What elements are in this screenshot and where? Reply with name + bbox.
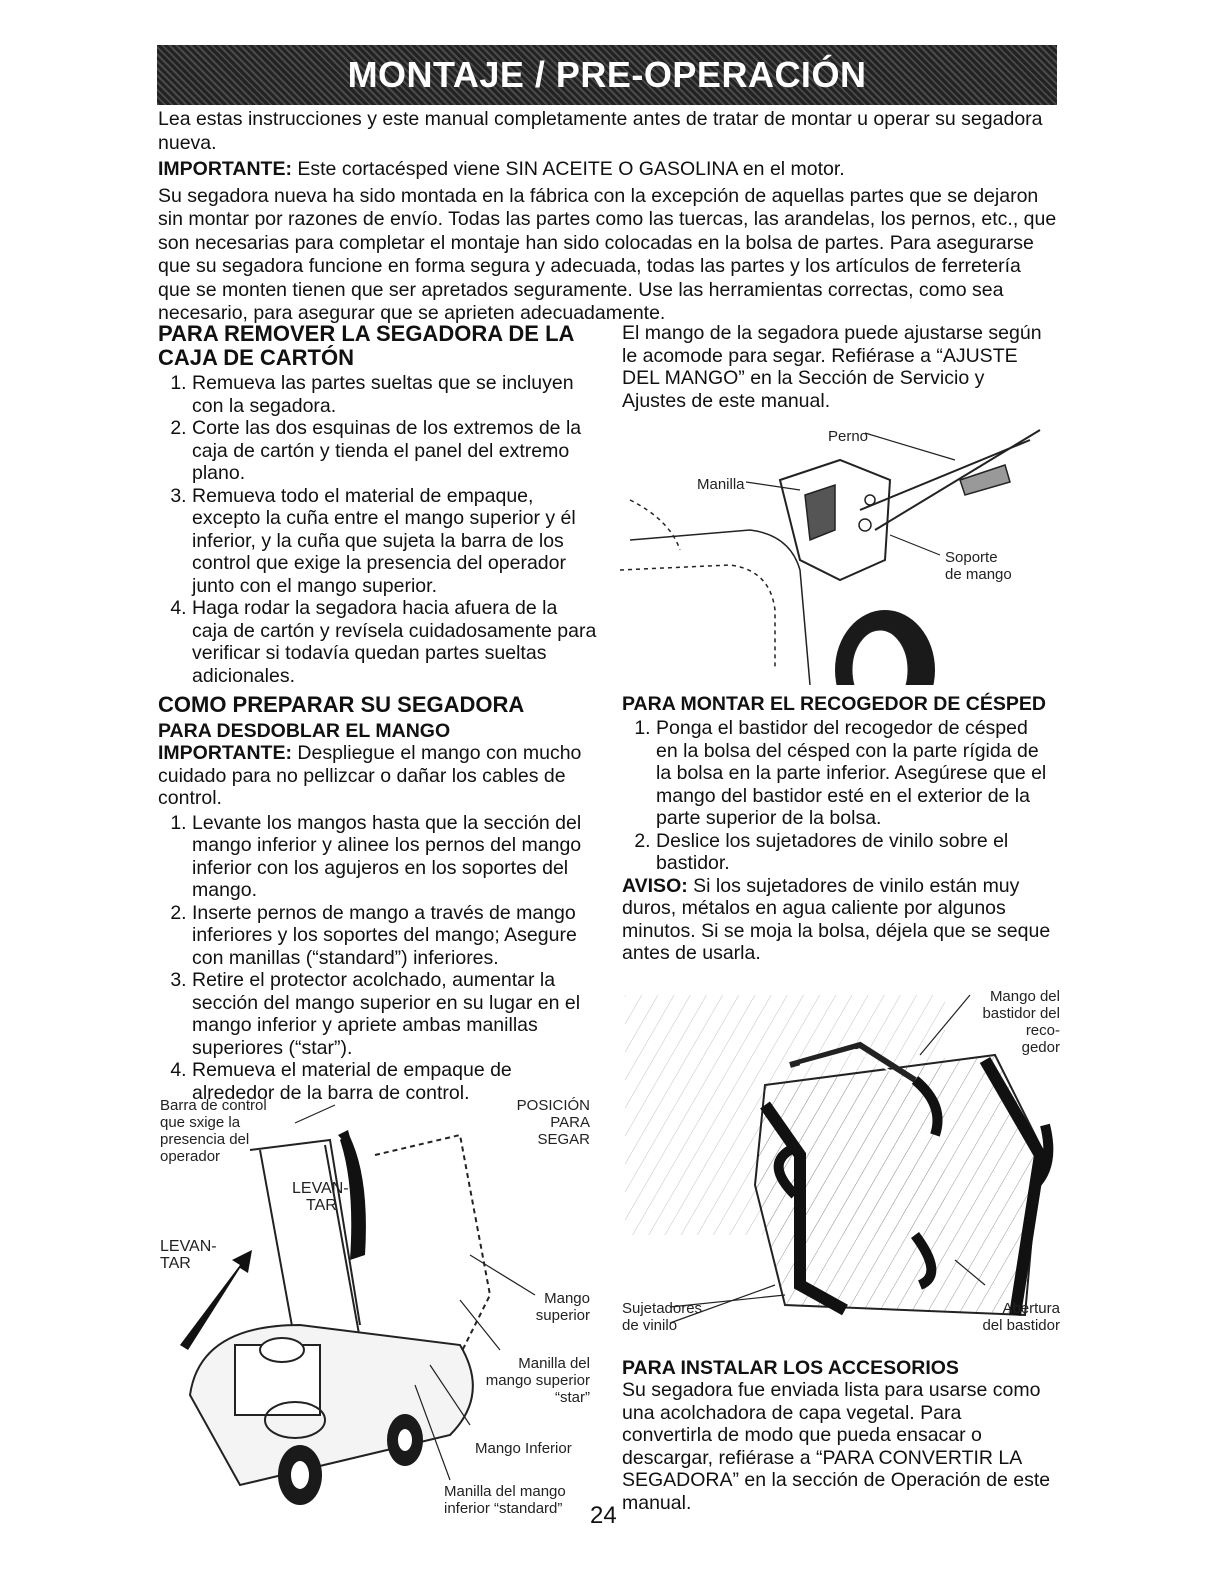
left-column	[158, 322, 598, 1104]
remove-section-title: PARA REMOVER LA SEGADORA DE LA CAJA DE CARTÓN	[158, 321, 574, 370]
unfold-important-note	[158, 742, 598, 810]
unfold-steps-list	[158, 812, 598, 1105]
label-line: Mango	[544, 1290, 590, 1307]
label-line: LEVAN-	[292, 1180, 349, 1197]
important-text: Este cortacésped viene SIN ACEITE O GASOLINA en el motor.	[291, 158, 845, 180]
intro-section	[158, 108, 1058, 329]
perno-label: Perno	[828, 428, 869, 445]
list-item: 2. Corte las dos esquinas de los extremos de la caja de cartón y tienda el panel del extremo plano.	[192, 417, 598, 485]
abertura-label	[940, 1300, 1060, 1334]
list-item: 4. Haga rodar la segadora hacia afuera de la caja de cartón y revísela cuidadosamente para verificar si todavía quedan partes sueltas adicionales.	[192, 597, 598, 687]
list-item: 1. Levante los mangos hasta que la sección del mango inferior y alinee los pernos del mango inferior con los agujeros en los soportes del mango.	[192, 812, 598, 902]
sujetadores-label	[622, 1300, 702, 1334]
list-item: 1. Remueva las partes sueltas que se incluyen con la segadora.	[192, 372, 598, 417]
label-line: Barra de control	[160, 1097, 267, 1114]
label-line: operador	[160, 1148, 221, 1165]
mango-inferior-label: Mango Inferior	[475, 1440, 572, 1457]
soporte-label-line: de mango	[945, 566, 1012, 583]
mango-bastidor-label	[930, 988, 1060, 1056]
important-label: IMPORTANTE:	[158, 158, 292, 180]
manilla-label: Manilla	[697, 476, 745, 493]
label-line: PARA	[550, 1114, 590, 1131]
label-line: presencia del	[160, 1131, 250, 1148]
label-line: Abertura	[1002, 1300, 1060, 1317]
label-line: TAR	[160, 1255, 191, 1272]
levantar-label-lower	[160, 1238, 217, 1272]
important-note	[158, 158, 1058, 182]
levantar-label-upper	[292, 1180, 349, 1214]
intro-paragraph: Lea estas instrucciones y este manual completamente antes de tratar de montar u operar su segadora nueva.	[158, 108, 1043, 154]
label-line: de vinilo	[622, 1317, 678, 1334]
important-label: IMPORTANTE:	[158, 742, 292, 764]
label-line: inferior “standard”	[444, 1500, 563, 1517]
label-line: Mango del	[989, 988, 1060, 1005]
label-line: SEGAR	[537, 1131, 590, 1148]
list-item: 4. Remueva el material de empaque de alrededor de la barra de control.	[192, 1059, 598, 1104]
label-line: “star”	[555, 1389, 590, 1406]
list-item: 3. Remueva todo el material de empaque, excepto la cuña entre el mango superior y él inferior, y la cuña que sujeta la barra de los control que exige la presencia del operador junto con el mango superior.	[192, 485, 598, 598]
list-item: 2. Inserte pernos de mango a través de mango inferiores y los soportes del mango; Asegure con manillas (“standard”) inferiores.	[192, 902, 598, 970]
label-line: reco-	[1025, 1022, 1060, 1039]
label-line: TAR	[306, 1197, 337, 1214]
assembly-paragraph: Su segadora nueva ha sido montada en la fábrica con la excepción de aquellas partes que se dejaron sin montar por razones de envío. Todas las partes como las tuercas, las arandelas, los pernos, etc., que son necesarias para completar el montaje han sido colocadas en la bolsa de partes. Para asegurarse que su segadora funcione en forma segura y adecuada, todas las partes y los artículos de ferretería que se monten tienen que ser apretados seguramente. Use las herramientas correctas, como sea necesario, para asegurar que se aprieten adecuadamente.	[158, 184, 1057, 324]
label-line: Manilla del mango	[444, 1483, 566, 1500]
aviso-label: AVISO:	[622, 874, 688, 897]
prepare-section-title: COMO PREPARAR SU SEGADORA	[158, 692, 525, 717]
right-column-middle	[622, 693, 1052, 965]
label-line: del bastidor	[982, 1317, 1060, 1334]
label-line: gedor	[1021, 1039, 1060, 1056]
manilla-inferior-label	[444, 1483, 566, 1517]
catcher-section-title: PARA MONTAR EL RECOGEDOR DE CÉSPED	[622, 693, 1046, 715]
label-line: que sxige la	[160, 1114, 241, 1131]
aviso-note	[622, 875, 1052, 965]
important-text: Despliegue el mango con mucho cuidado para no pellizcar o dañar los cables de control.	[158, 742, 582, 809]
page-title: MONTAJE / PRE-OPERACIÓN	[347, 54, 867, 95]
unfold-subtitle: PARA DESDOBLAR EL MANGO	[158, 720, 451, 742]
soporte-label-line: Soporte	[945, 549, 998, 566]
label-line: superior	[535, 1307, 590, 1324]
remove-steps-list	[158, 372, 598, 687]
page-header-banner	[157, 45, 1057, 105]
label-line: Sujetadores	[622, 1300, 703, 1317]
label-line: POSICIÓN	[516, 1097, 590, 1114]
list-item: 1. Ponga el bastidor del recogedor de césped en la bolsa del césped con la parte rígida de la bolsa en la parte inferior. Asegúrese que el mango del bastidor esté en el exterior de la parte superior de la bolsa.	[656, 717, 1052, 830]
mango-superior-label	[490, 1290, 590, 1324]
label-line: LEVAN-	[160, 1238, 217, 1255]
manilla-superior-label	[440, 1355, 590, 1406]
catcher-steps-list	[622, 717, 1052, 875]
right-column-top	[622, 322, 1042, 412]
list-item: 3. Retire el protector acolchado, aumentar la sección del mango superior en su lugar en el mango inferior y apriete ambas manillas superiores (“star”).	[192, 969, 598, 1059]
posicion-segar-label	[490, 1097, 590, 1148]
aviso-text: Si los sujetadores de vinilo están muy duros, métalos en agua caliente por algunos minutos. Si se moja la bolsa, déjela que se seque antes de usarla.	[622, 874, 1051, 964]
soporte-label	[945, 549, 1012, 583]
label-line: bastidor del	[982, 1005, 1060, 1022]
label-line: Manilla del	[518, 1355, 590, 1372]
list-item: 2. Deslice los sujetadores de vinilo sobre el bastidor.	[656, 830, 1052, 875]
right-column-bottom	[622, 1357, 1052, 1514]
page-number: 24	[590, 1502, 617, 1529]
accessories-text: Su segadora fue enviada lista para usarse como una acolchadora de capa vegetal. Para convertirla de modo que pueda ensacar o descargar, refiérase a “PARA CONVERTIR LA SEGADORA” en la sección de Operación de este manual.	[622, 1379, 1051, 1514]
handle-adjust-text: El mango de la segadora puede ajustarse según le acomode para segar. Refiérase a “AJUSTE DEL MANGO” en la Sección de Servicio y Ajustes de este manual.	[622, 322, 1042, 412]
label-line: mango superior	[485, 1372, 590, 1389]
barra-control-label	[160, 1097, 267, 1165]
accessories-section-title: PARA INSTALAR LOS ACCESORIOS	[622, 1357, 959, 1379]
